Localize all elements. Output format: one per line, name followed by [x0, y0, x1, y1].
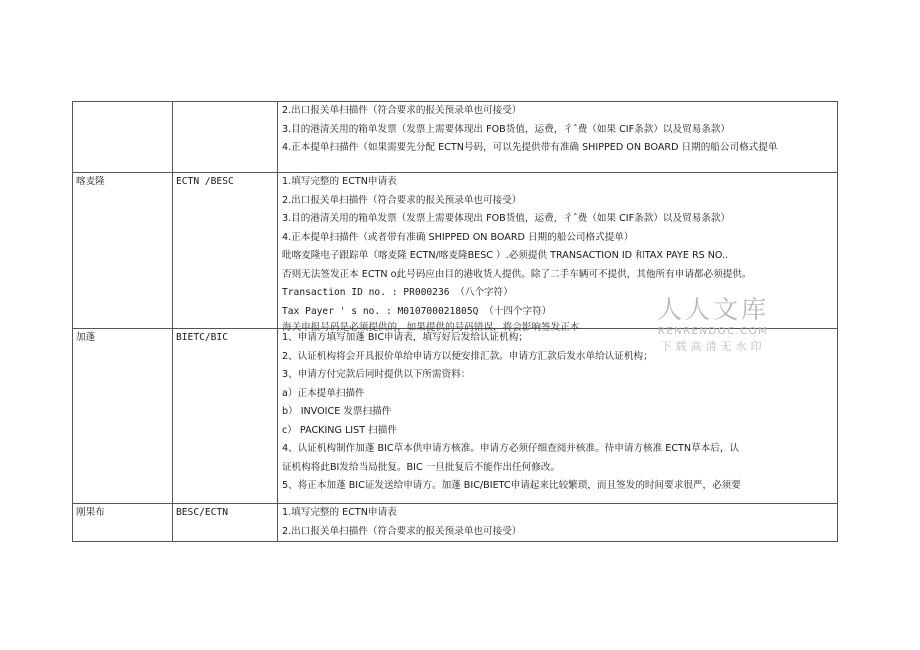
requirements-cell [278, 504, 838, 542]
list-item: 1.填写完整的 ECTN申请表 [282, 507, 397, 518]
country-cell: 喀麦隆 [73, 173, 173, 329]
list-item: b） INVOICE 发票扫描件 [282, 406, 392, 417]
requirements-cell [278, 102, 838, 173]
table-row [73, 504, 838, 542]
list-item: 4.正本提单扫描件（或者带有准确 SHIPPED ON BOARD 日期的船公司格式提单） [282, 231, 634, 243]
list-item: c） PACKING LIST 扫描件 [282, 424, 397, 436]
certificate-cell [173, 102, 278, 173]
list-item: 2.出口报关单扫描件（符合要求的报关预录单也可接受） [282, 194, 522, 206]
list-item: 3、申请方付完款后同时提供以下所需资料： [282, 369, 471, 380]
certificate-cell: ECTN /BESC [173, 173, 278, 329]
watermark-url: RENRENDOC.COM [657, 326, 769, 337]
list-item: 3.目的港清关用的箱单发票（发票上需要体现出 FOB货值，运费，彳ˆ费（如果 CIF条款）以及贸易条款） [282, 123, 731, 135]
requirements-table [72, 101, 838, 542]
list-item: Tax Payer ' s no. : M010700021805Q （十四个字符） [282, 305, 552, 317]
list-item: a）正本提单扫描件 [282, 387, 365, 399]
list-item: 证机构将此BI发给当局批复。BIC 一旦批复后不能作出任何修改。 [282, 461, 561, 473]
list-item: 4、认证机构制作加蓬 BIC草本供申请方核准。申请方必须仔细查阅并核准。待申请方核准 ECTN草本后，认 [282, 443, 740, 454]
table-row [73, 329, 838, 504]
country-cell: 刚果布 [73, 504, 173, 542]
list-item: 3.目的港清关用的箱单发票（发票上需要体现出 FOB货值，运费，彳ˆ费（如果 CIF条款）以及贸易条款） [282, 213, 731, 224]
certificate-cell: BIETC/BIC [173, 329, 278, 504]
country-cell: 加蓬 [73, 329, 173, 504]
list-item: 2、认证机构将会开具报价单给申请方以便安排汇款。申请方汇款后发水单给认证机构； [282, 350, 653, 362]
watermark-title: 人人文库 [656, 295, 769, 324]
table-row [73, 173, 838, 329]
list-item: 1.填写完整的 ECTN申请表 [282, 176, 397, 187]
list-item: 吡喀麦隆电子跟踪单（喀麦隆 ECTN/喀麦隆BESC ）.必须提供 TRANSACTION ID 和TAX PAYE RS NO.. [282, 250, 729, 261]
list-item: 1、申请方填写加蓬 BIC申请表，填写好后发给认证机构； [282, 332, 528, 343]
list-item: 海关申报号码是必须提供的，如果提供的号码错误，将会影响签发正本 [282, 322, 580, 333]
list-item: 4.正本提单扫描件（如果需要先分配 ECTN号码，可以先提供带有准确 SHIPPED ON BOARD 日期的船公司格式提单 [282, 142, 778, 153]
table-row [73, 102, 838, 173]
watermark-subtitle: 下载高清无水印 [660, 340, 766, 353]
list-item: Transaction ID no. : PR000236 （八个字符） [282, 287, 513, 298]
certificate-cell: BESC/ECTN [173, 504, 278, 542]
list-item: 否则无法签发正本 ECTN o此号码应由目的港收货人提供。除了二手车辆可不提供，其他所有申请都必须提供。 [282, 268, 752, 280]
list-item: 5、将正本加蓬 BIC证发送给申请方。加蓬 BIC/BIETC申请起来比较繁琐，而且签发的时间要求很严，必须要 [282, 480, 741, 491]
list-item: 2.出口报关单扫描件（符合要求的报关预录单也可接受） [282, 105, 522, 116]
requirements-cell [278, 329, 838, 504]
country-cell [73, 102, 173, 173]
list-item: 2.出口报关单扫描件（符合要求的报关预录单也可接受） [282, 525, 522, 537]
